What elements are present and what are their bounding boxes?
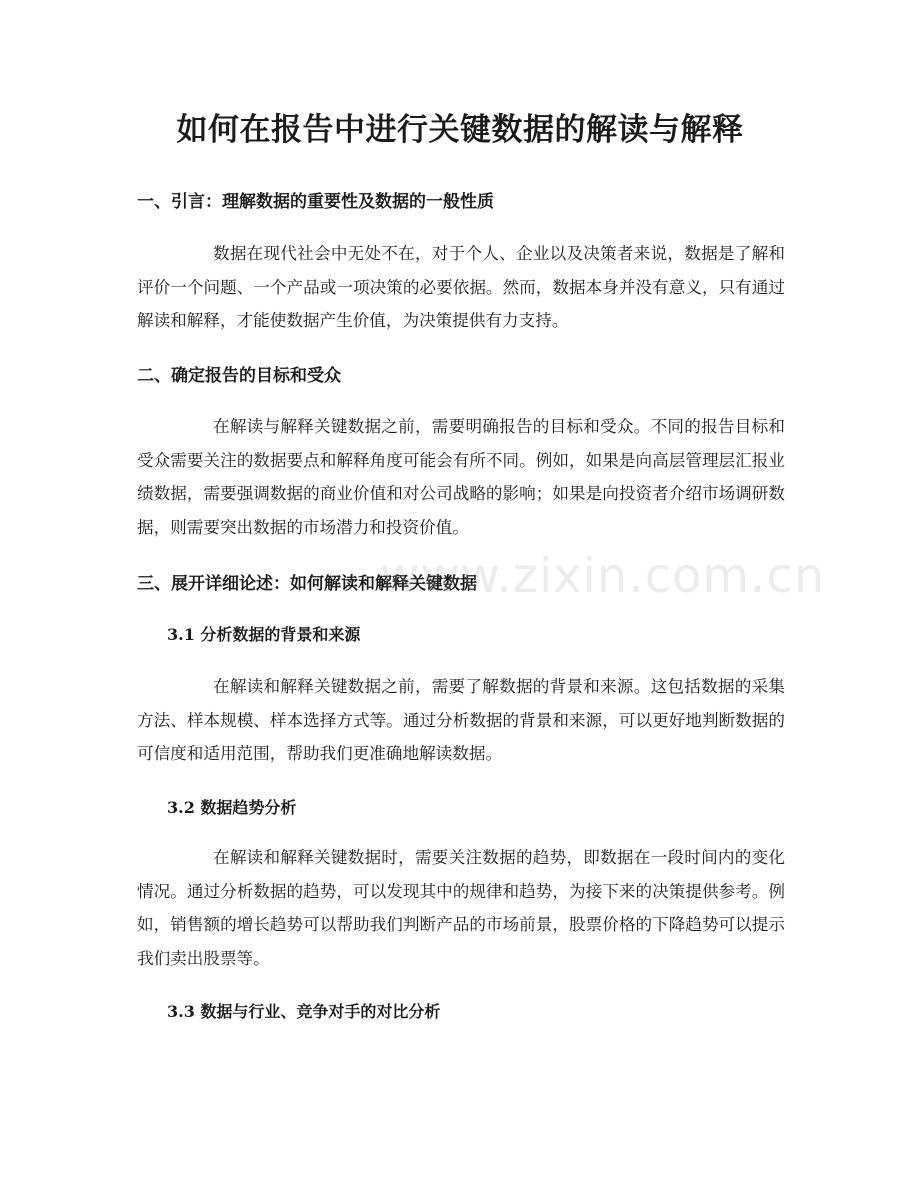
section-3-heading: 三、展开详细论述：如何解读和解释关键数据 bbox=[137, 574, 477, 594]
subsection-3-2-paragraph: 在解读和解释关键数据时，需要关注数据的趋势，即数据在一段时间内的变化情况。通过分析数据的趋势，可以发现其中的规律和趋势，为接下来的决策提供参考。例如，销售额的增长趋势可以帮助我们判断产品的市场前景，股票价格的下降趋势可以提示我们卖出股票等。 bbox=[137, 848, 785, 969]
document-title: 如何在报告中进行关键数据的解读与解释 bbox=[176, 112, 744, 148]
subsection-3-2-heading: 3.2 数据趋势分析 bbox=[167, 798, 297, 817]
watermark: www.zixin.com.cn bbox=[380, 548, 826, 604]
subsection-3-1-paragraph: 在解读和解释关键数据之前，需要了解数据的背景和来源。这包括数据的采集方法、样本规模、样本选择方式等。通过分析数据的背景和来源，可以更好地判断数据的可信度和适用范围，帮助我们更准确地解读数据。 bbox=[137, 677, 785, 764]
section-2-heading: 二、确定报告的目标和受众 bbox=[137, 366, 341, 386]
section-1-paragraph: 数据在现代社会中无处不在，对于个人、企业以及决策者来说，数据是了解和评价一个问题、一个产品或一项决策的必要依据。然而，数据本身并没有意义，只有通过解读和解释，才能使数据产生价值，为决策提供有力支持。 bbox=[137, 244, 785, 331]
section-1-heading: 一、引言：理解数据的重要性及数据的一般性质 bbox=[137, 192, 494, 212]
subsection-3-1-heading: 3.1 分析数据的背景和来源 bbox=[167, 625, 361, 644]
section-2-paragraph: 在解读与解释关键数据之前，需要明确报告的目标和受众。不同的报告目标和受众需要关注的数据要点和解释角度可能会有所不同。例如，如果是向高层管理层汇报业绩数据，需要强调数据的商业价值和对公司战略的影响；如果是向投资者介绍市场调研数据，则需要突出数据的市场潜力和投资价值。 bbox=[137, 417, 785, 538]
subsection-3-3-heading: 3.3 数据与行业、竞争对手的对比分析 bbox=[167, 1002, 441, 1021]
